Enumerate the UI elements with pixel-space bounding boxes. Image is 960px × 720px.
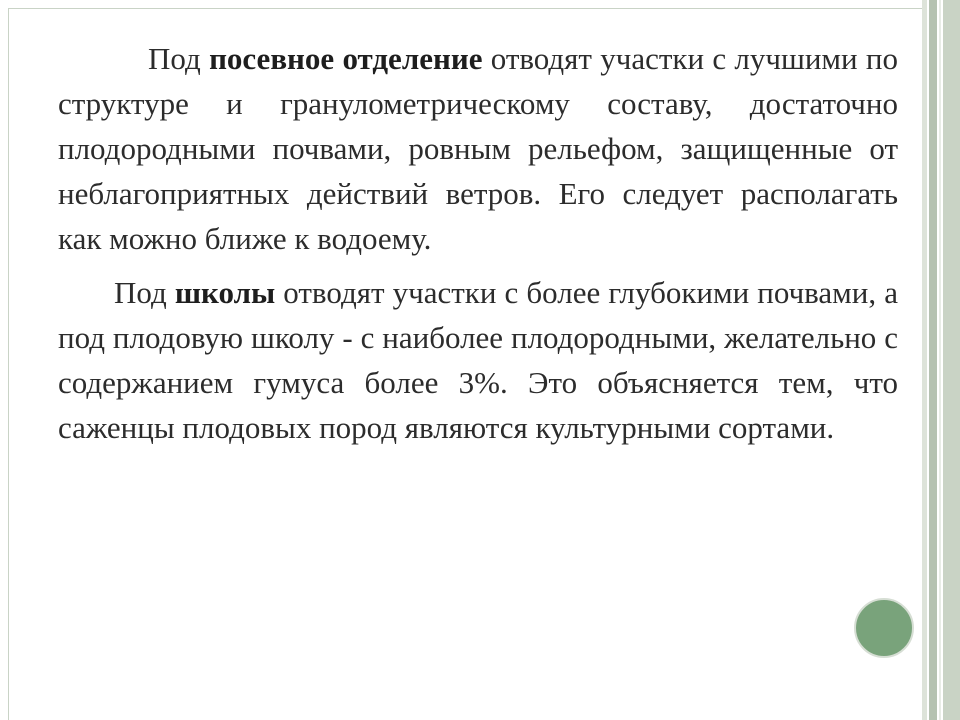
paragraph-nursery-schools — [58, 270, 898, 450]
deco-band-outer — [943, 0, 960, 720]
paragraph1-lead: Под — [148, 41, 210, 76]
paragraph1-text: отводят участки с лучшими по структуре и гранулометрическому составу, достаточно плодородными почвами, ровным рельефом, защищенные от неблагоприятных действий ветров. Его следует располагать как можно ближе к водоему. — [58, 41, 898, 256]
paragraph1-term: посевное отделение — [209, 41, 483, 76]
deco-band-thin — [939, 0, 941, 720]
paragraph-sowing-section — [58, 36, 898, 261]
paragraph2-lead: Под — [114, 275, 175, 310]
decorative-circle — [854, 598, 914, 658]
deco-band-light — [922, 0, 927, 720]
right-decorative-bands — [922, 0, 960, 720]
deco-band-medium — [929, 0, 937, 720]
paragraph2-text: отводят участки с более глубокими почвами, а под плодовую школу - с наиболее плодородными, желательно с содержанием гумуса более 3%. Это объясняется тем, что саженцы плодовых пород являются культурными сортами. — [58, 275, 898, 445]
slide-content — [58, 36, 898, 450]
paragraph2-term: школы — [174, 275, 276, 310]
